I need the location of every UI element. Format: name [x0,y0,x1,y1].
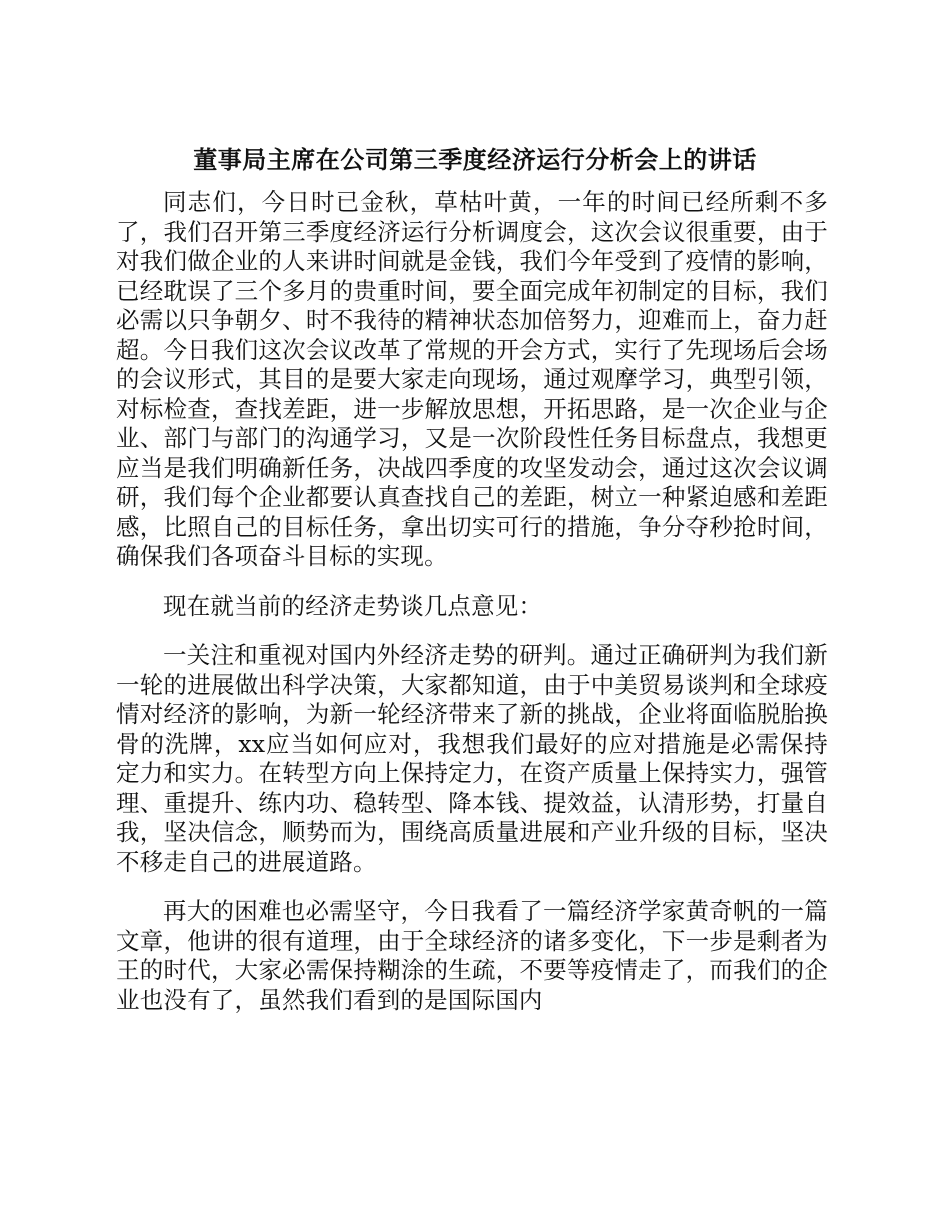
paragraph-persistence: 再大的困难也必需坚守，今日我看了一篇经济学家黄奇帆的一篇文章，他讲的很有道理，由于全球经济的诸多变化，下一步是剩者为王的时代，大家必需保持糊涂的生疏，不要等疫情走了，而我们的企业也没有了，虽然我们看到的是国际国内 [116,897,828,1014]
document-body [116,188,828,1035]
document-title: 董事局主席在公司第三季度经济运行分析会上的讲话 [193,145,757,174]
paragraph-opening: 同志们，今日时已金秋，草枯叶黄，一年的时间已经所剩不多了，我们召开第三季度经济运行分析调度会，这次会议很重要，由于对我们做企业的人来讲时间就是金钱，我们今年受到了疫情的影响，已经耽误了三个多月的贵重时间，要全面完成年初制定的目标，我们必需以只争朝夕、时不我待的精神状态加倍努力，迎难而上，奋力赶超。今日我们这次会议改革了常规的开会方式，实行了先现场后会场的会议形式，其目的是要大家走向现场，通过观摩学习，典型引领，对标检查，查找差距，进一步解放思想，开拓思路，是一次企业与企业、部门与部门的沟通学习，又是一次阶段性任务目标盘点，我想更应当是我们明确新任务，决战四季度的攻坚发动会，通过这次会议调研，我们每个企业都要认真查找自己的差距，树立一种紧迫感和差距感，比照自己的目标任务，拿出切实可行的措施，争分夺秒抢时间，确保我们各项奋斗目标的实现。 [116,188,828,570]
paragraph-intro-opinions: 现在就当前的经济走势谈几点意见： [163,591,543,620]
paragraph-point-one: 一关注和重视对国内外经济走势的研判。通过正确研判为我们新一轮的进展做出科学决策，大家都知道，由于中美贸易谈判和全球疫情对经济的影响，为新一轮经济带来了新的挑战，企业将面临脱胎换骨的洗牌，xx应当如何应对，我想我们最好的应对措施是必需保持定力和实力。在转型方向上保持定力，在资产质量上保持实力，强管理、重提升、练内功、稳转型、降本钱、提效益，认清形势，打量自我，坚决信念，顺势而为，围绕高质量进展和产业升级的目标，坚决不移走自己的进展道路。 [116,641,828,876]
